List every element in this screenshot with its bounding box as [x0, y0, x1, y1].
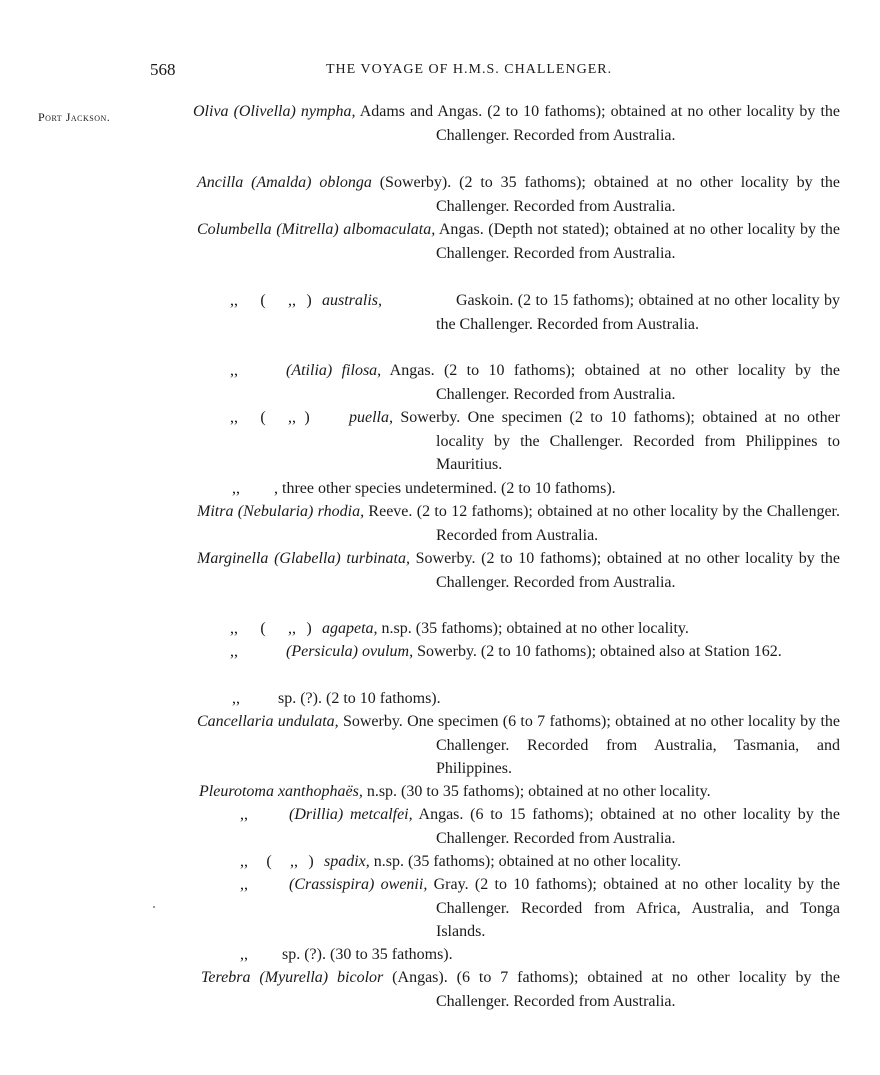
species-name: puella, [349, 409, 393, 426]
entry-text: , three other species undetermined. (2 to 10 fathoms). [274, 480, 616, 497]
entry-continuation [289, 803, 840, 850]
ditto-mark: ,, [230, 362, 238, 379]
entry-text: Angas. (Depth not stated); obtained at no other locality by the Challenger. Recorded from Australia. [435, 221, 841, 262]
ditto-mark: ,, [232, 480, 240, 497]
species-entry-mitra [197, 500, 840, 547]
bracket-close: ) [304, 409, 310, 426]
ditto-mark: ,, [232, 690, 240, 707]
species-entry-australis [230, 289, 382, 313]
species-name: australis, [322, 292, 383, 309]
entry-text: Adams and Angas. (2 to 10 fathoms); obtained at no other locality by the Challenger. Recorded from Australia. [355, 103, 840, 144]
species-name: Oliva (Olivella) nympha, [193, 103, 356, 120]
entry-continuation [286, 359, 840, 406]
ditto-mark: ,, [240, 876, 248, 893]
bracket-open: ( [266, 853, 272, 870]
bracket-close: ) [306, 292, 312, 309]
entry-text: Angas. (2 to 10 fathoms); obtained at no other locality by the Challenger. Recorded from Australia. [381, 362, 840, 403]
species-entry-columbella [197, 218, 840, 265]
ditto-mark: ,, [288, 620, 296, 637]
bracket-close: ) [306, 620, 312, 637]
entry-text: Angas. (6 to 15 fathoms); obtained at no other locality by the Challenger. Recorded from Australia. [412, 806, 841, 847]
species-name: Marginella (Glabella) turbinata, [197, 550, 410, 567]
entry-text: Gaskoin. (2 to 15 fathoms); obtained at no other locality by the Challenger. Recorded from Australia. [436, 292, 840, 333]
entry-continuation [286, 640, 840, 664]
ditto-mark: ,, [230, 292, 238, 309]
species-entry-spadix [240, 850, 681, 874]
entry-text: Sowerby. (2 to 10 fathoms); obtained at no other locality by the Challenger. Recorded from Australia. [409, 550, 840, 591]
entry-text: (Angas). (6 to 7 fathoms); obtained at no other locality by the Challenger. Recorded from Australia. [383, 969, 840, 1010]
species-entry-undetermined [232, 477, 616, 501]
ditto-mark: ,, [230, 643, 238, 660]
species-entry-ovulum [230, 640, 238, 664]
entry-text: Sowerby. One specimen (6 to 7 fathoms); obtained at no other locality by the Challenger. Recorded from Australia, Tasmania, and Philippines. [338, 713, 841, 777]
bracket-open: ( [260, 409, 266, 426]
entry-text: Gray. (2 to 10 fathoms); obtained at no other locality by the Challenger. Recorded from Africa, Australia, and Tonga Islands. [427, 876, 841, 940]
ditto-mark: ,, [240, 853, 248, 870]
entry-text: n.sp. (30 to 35 fathoms); obtained at no other locality. [362, 783, 711, 800]
bracket-open: ( [260, 292, 266, 309]
margin-location-label: Port Jackson. [38, 110, 111, 124]
species-entry-sp [240, 943, 453, 967]
ditto-mark: ,, [240, 946, 248, 963]
ditto-mark: ,, [290, 853, 298, 870]
species-name: spadix, [324, 853, 370, 870]
species-entry-ancilla [197, 171, 840, 218]
species-entry-sp [232, 687, 441, 711]
entry-text: sp. (?). (2 to 10 fathoms). [278, 690, 441, 707]
species-entry-marginella [197, 547, 840, 594]
species-entry-oliva [193, 100, 840, 147]
species-name: Cancellaria undulata, [197, 713, 339, 730]
species-entry-cancellaria [197, 710, 840, 781]
species-name: (Atilia) filosa, [286, 362, 382, 379]
species-name: Terebra (Myurella) bicolor [201, 969, 384, 986]
species-name: (Crassispira) owenii, [289, 876, 428, 893]
species-name: Pleurotoma xanthophaës, [199, 783, 363, 800]
ditto-mark: ,, [230, 409, 238, 426]
running-title: THE VOYAGE OF H.M.S. CHALLENGER. [326, 62, 613, 77]
ditto-mark: ,, [240, 806, 248, 823]
species-entry-puella [230, 406, 318, 430]
entry-text: n.sp. (35 fathoms); obtained at no other locality. [369, 853, 682, 870]
species-entry-filosa [230, 359, 238, 383]
entry-continuation [376, 289, 840, 336]
species-name: Ancilla (Amalda) oblonga [197, 174, 372, 191]
bracket-close: ) [308, 853, 314, 870]
species-name: agapeta, [322, 620, 378, 637]
species-name: (Drillia) metcalfei, [289, 806, 413, 823]
species-entry-pleurotoma [199, 780, 711, 804]
species-name: Columbella (Mitrella) albomaculata, [197, 221, 436, 238]
entry-text: Reeve. (2 to 12 fathoms); obtained at no other locality by the Challenger. Recorded from Australia. [364, 503, 841, 544]
ditto-mark: ,, [288, 292, 296, 309]
ditto-mark: ,, [230, 620, 238, 637]
species-name: Mitra (Nebularia) rhodia, [197, 503, 365, 520]
species-entry-terebra [201, 966, 840, 1013]
species-entry-metcalfei [240, 803, 248, 827]
entry-text: sp. (?). (30 to 35 fathoms). [282, 946, 453, 963]
ink-speck [153, 906, 155, 908]
entry-text: n.sp. (35 fathoms); obtained at no other locality. [377, 620, 689, 637]
entry-continuation [349, 406, 840, 477]
species-entry-agapeta [230, 617, 689, 641]
entry-continuation [289, 873, 840, 944]
entry-text: (Sowerby). (2 to 35 fathoms); obtained at no other locality by the Challenger. Recorded from Australia. [371, 174, 840, 215]
page-number: 568 [150, 60, 176, 79]
species-name: (Persicula) ovulum, [286, 643, 414, 660]
bracket-open: ( [260, 620, 266, 637]
entry-text: Sowerby. (2 to 10 fathoms); obtained also at Station 162. [413, 643, 782, 660]
entry-first-line [230, 289, 382, 313]
species-entry-owenii [240, 873, 248, 897]
entry-text: Sowerby. One specimen (2 to 10 fathoms); obtained at no other locality by the Challenger. Recorded from Philippines to Mauritius. [393, 409, 840, 473]
ditto-mark: ,, [288, 409, 296, 426]
